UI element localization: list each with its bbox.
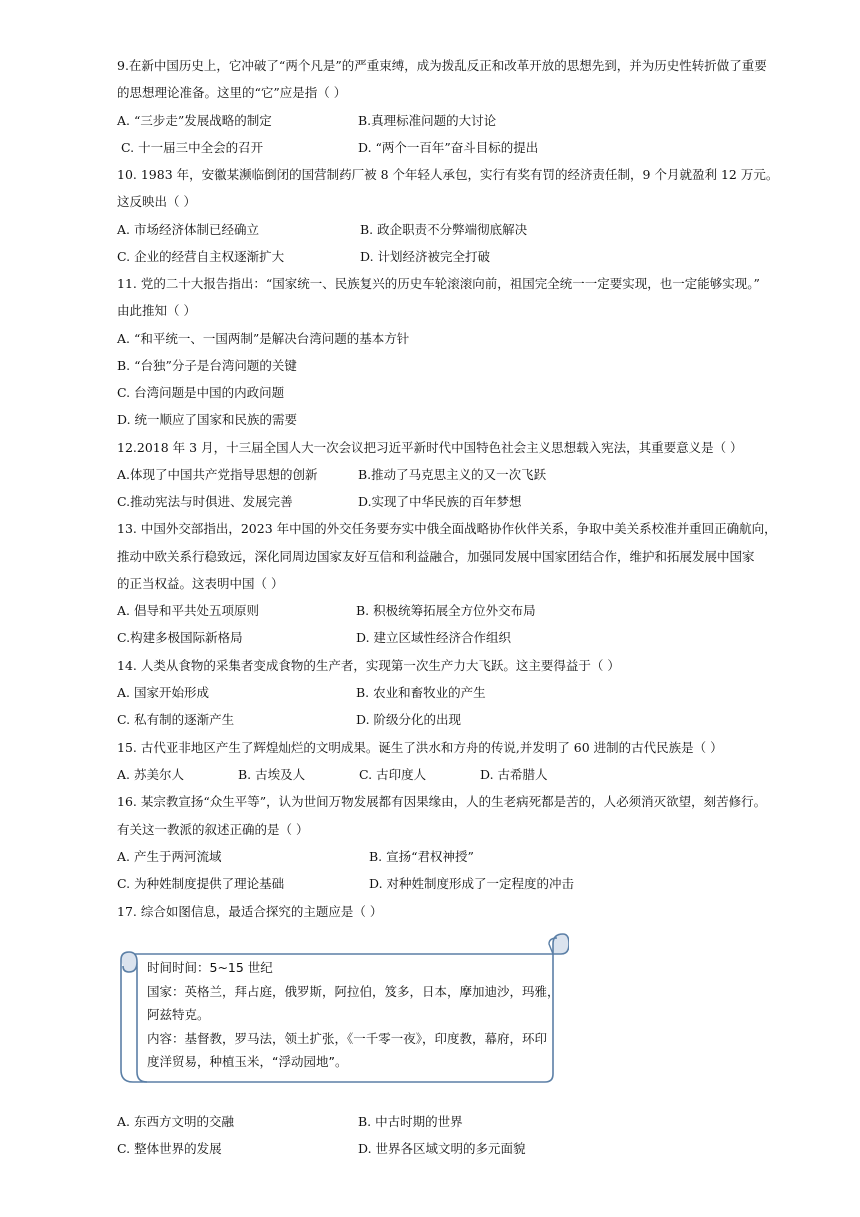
question-14-option-b[interactable]: B. 农业和畜牧业的产生 (356, 685, 486, 700)
question-11-option-a[interactable]: A. “和平统一、一国两制”是解决台湾问题的基本方针 (117, 331, 410, 346)
question-10-stem-line2: 这反映出（ ） (117, 194, 196, 209)
scroll-line-countries: 国家：英格兰，拜占庭，俄罗斯，阿拉伯，笈多，日本，摩加迪沙，玛雅， (147, 984, 560, 999)
question-17-option-a[interactable]: A. 东西方文明的交融 (117, 1114, 234, 1129)
question-11-option-d[interactable]: D. 统一顺应了国家和民族的需要 (117, 412, 298, 427)
question-12-option-d[interactable]: D.实现了中华民族的百年梦想 (358, 494, 522, 509)
scroll-line-time: 时间时间：5~15 世纪 (147, 960, 273, 975)
question-10-option-b[interactable]: B. 政企职责不分弊端彻底解决 (360, 222, 528, 237)
question-13-stem-line2: 推动中欧关系行稳致远，深化同周边国家友好互信和利益融合，加强同发展中国家团结合作，维护和拓展发展中国家 (117, 549, 755, 564)
question-16-option-d[interactable]: D. 对种姓制度形成了一定程度的冲击 (369, 876, 575, 891)
question-13-stem-line3: 的正当权益。这表明中国（ ） (117, 576, 284, 591)
question-13-option-a[interactable]: A. 倡导和平共处五项原则 (117, 603, 259, 618)
question-12-stem-line1: 12.2018 年 3 月，十三届全国人大一次会议把习近平新时代中国特色社会主义思想载入宪法，其重要意义是（ ） (117, 440, 743, 455)
question-16-option-a[interactable]: A. 产生于两河流域 (117, 849, 222, 864)
question-9-option-a[interactable]: A. “三步走”发展战略的制定 (117, 113, 272, 128)
question-9-stem-line2: 的思想理论准备。这里的“它”应是指（ ） (117, 85, 347, 100)
question-9-option-d[interactable]: D. “两个一百年”奋斗目标的提出 (358, 140, 539, 155)
question-12-option-a[interactable]: A.体现了中国共产党指导思想的创新 (117, 467, 318, 482)
question-11-stem-line1: 11. 党的二十大报告指出：“国家统一、民族复兴的历史车轮滚滚向前，祖国完全统一一定要实现，也一定能够实现。” (117, 276, 760, 291)
question-14-option-a[interactable]: A. 国家开始形成 (117, 685, 209, 700)
question-17-option-b[interactable]: B. 中古时期的世界 (358, 1114, 463, 1129)
question-14-stem-line1: 14. 人类从食物的采集者变成食物的生产者，实现第一次生产力大飞跃。这主要得益于（ ） (117, 658, 620, 673)
question-10-option-c[interactable]: C. 企业的经营自主权逐渐扩大 (117, 249, 285, 264)
question-9-option-b[interactable]: B.真理标准问题的大讨论 (358, 113, 497, 128)
question-16-stem-line1: 16. 某宗教宣扬“众生平等”，认为世间万物发展都有因果缘由，人的生老病死都是苦的，人必须消灭欲望，刻苦修行。 (117, 794, 767, 809)
scroll-info-box (117, 932, 569, 1084)
question-16-option-c[interactable]: C. 为种姓制度提供了理论基础 (117, 876, 285, 891)
question-15-option-a[interactable]: A. 苏美尔人 (117, 767, 184, 782)
scroll-line-content: 内容：基督教，罗马法，领土扩张，《一千零一夜》，印度教，幕府，环印 (147, 1031, 548, 1046)
scroll-left-curl (121, 952, 137, 972)
question-14-option-c[interactable]: C. 私有制的逐渐产生 (117, 712, 235, 727)
question-15-option-d[interactable]: D. 古希腊人 (480, 767, 548, 782)
question-10-stem-line1: 10. 1983 年，安徽某濒临倒闭的国营制药厂被 8 个年轻人承包，实行有奖有罚的经济责任制，9 个月就盈利 12 万元。 (117, 167, 779, 182)
question-15-option-b[interactable]: B. 古埃及人 (238, 767, 306, 782)
question-13-stem-line1: 13. 中国外交部指出，2023 年中国的外交任务要夯实中俄全面战略协作伙伴关系，争取中美关系校准并重回正确航向， (117, 521, 777, 536)
question-14-option-d[interactable]: D. 阶级分化的出现 (356, 712, 462, 727)
question-9-option-c[interactable]: C. 十一届三中全会的召开 (121, 140, 264, 155)
question-15-stem-line1: 15. 古代亚非地区产生了辉煌灿烂的文明成果。诞生了洪水和方舟的传说,并发明了 60 进制的古代民族是（ ） (117, 740, 723, 755)
question-16-stem-line2: 有关这一教派的叙述正确的是（ ） (117, 822, 309, 837)
question-9-stem-line1: 9.在新中国历史上，它冲破了“两个凡是”的严重束缚，成为拨乱反正和改革开放的思想先到，并为历史性转折做了重要 (117, 58, 767, 73)
question-12-option-c[interactable]: C.推动宪法与时俱进、发展完善 (117, 494, 293, 509)
scroll-line-content-cont: 度洋贸易，种植玉米，“浮动园地”。 (147, 1054, 348, 1069)
question-11-option-b[interactable]: B. “台独”分子是台湾问题的关键 (117, 358, 297, 373)
question-10-option-d[interactable]: D. 计划经济被完全打破 (360, 249, 491, 264)
question-13-option-b[interactable]: B. 积极统筹拓展全方位外交布局 (356, 603, 536, 618)
scroll-top-curl (553, 934, 569, 954)
question-13-option-c[interactable]: C.构建多极国际新格局 (117, 630, 243, 645)
scroll-line-countries-cont: 阿兹特克。 (147, 1007, 210, 1022)
question-12-option-b[interactable]: B.推动了马克思主义的又一次飞跃 (358, 467, 547, 482)
question-10-option-a[interactable]: A. 市场经济体制已经确立 (117, 222, 259, 237)
question-11-option-c[interactable]: C. 台湾问题是中国的内政问题 (117, 385, 285, 400)
question-17-stem-line1: 17. 综合如图信息，最适合探究的主题应是（ ） (117, 904, 383, 919)
question-17-option-c[interactable]: C. 整体世界的发展 (117, 1141, 222, 1156)
question-17-option-d[interactable]: D. 世界各区域文明的多元面貌 (358, 1141, 526, 1156)
question-13-option-d[interactable]: D. 建立区域性经济合作组织 (356, 630, 512, 645)
question-11-stem-line2: 由此推知（ ） (117, 303, 196, 318)
question-16-option-b[interactable]: B. 宣扬“君权神授” (369, 849, 474, 864)
question-15-option-c[interactable]: C. 古印度人 (359, 767, 427, 782)
